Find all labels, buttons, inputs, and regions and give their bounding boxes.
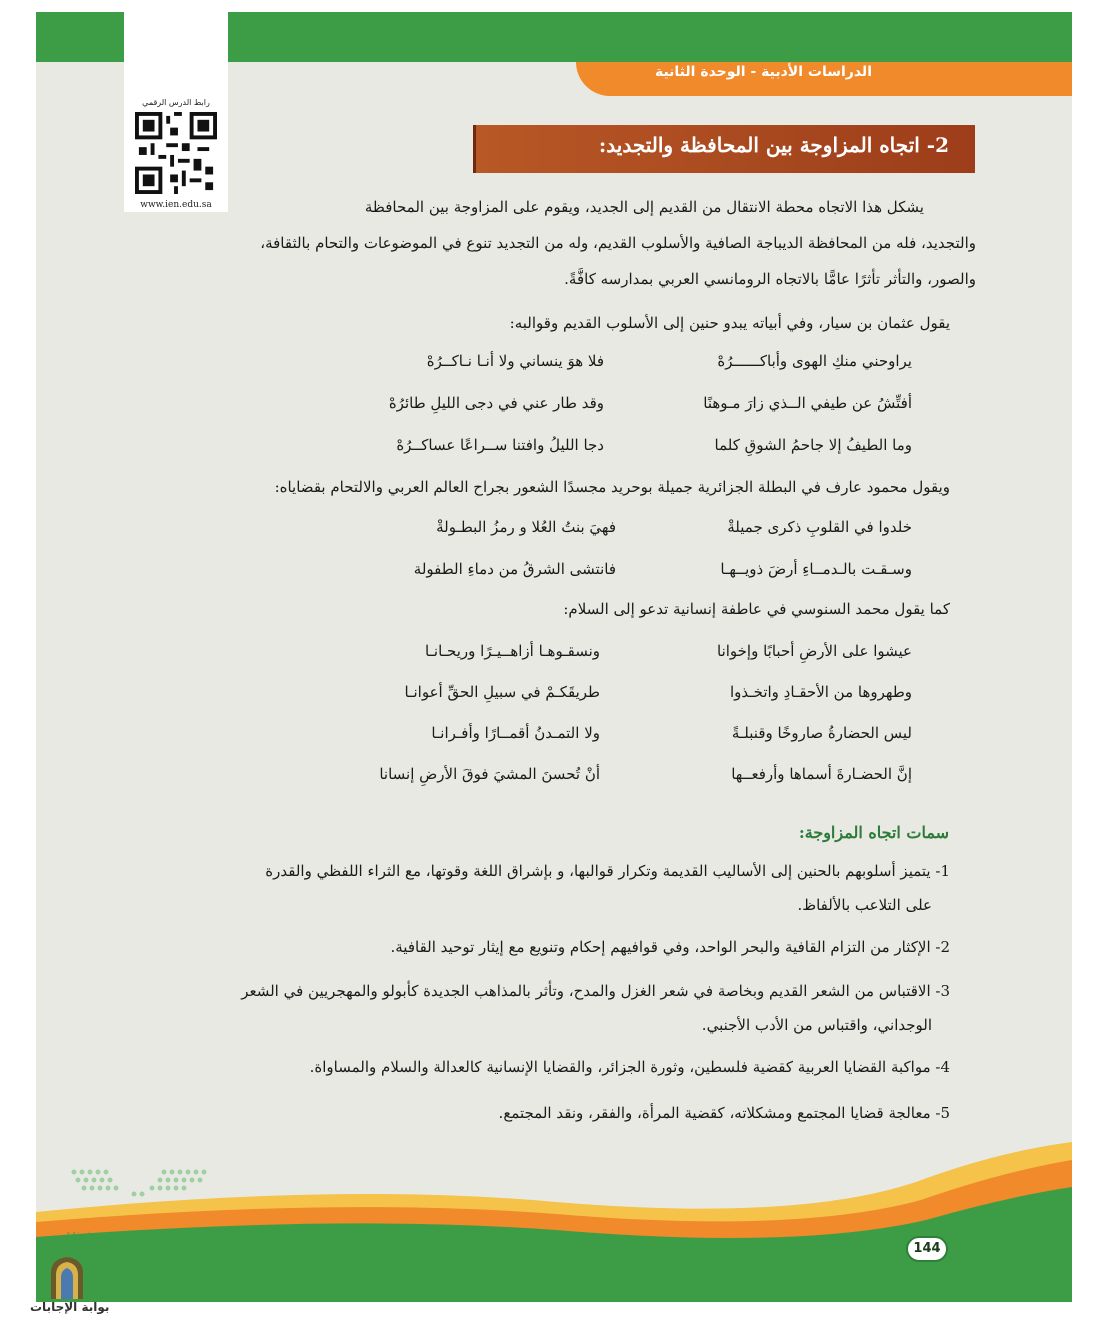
poem1-verse2-left: وقد طار عني في دجى الليلِ طائرُهْ (388, 394, 604, 412)
feature-3-line-2: الوجداني، واقتباس من الأدب الأجنبي. (701, 1016, 932, 1034)
poem3-verse4-left: أنْ تُحسنَ المشيَ فوقَ الأرضِ إنسانا (379, 765, 600, 783)
textbook-page (36, 12, 1072, 1302)
feature-4: 4- مواكبة القضايا العربية كقضية فلسطين، وثورة الجزائر، والقضايا الإنسانية كالعدالة والسلام والمساواة. (309, 1058, 950, 1076)
poem3-verse1-left: ونسقـوهـا أزاهــيـرًا وريحـانـا (424, 642, 600, 660)
unit-title: الدراسات الأدبية - الوحدة الثانية (654, 64, 872, 80)
poem2-verse2-right: وسـقـت بالـدمــاءِ أرضَ ذويــهـا (720, 560, 912, 578)
feature-5: 5- معالجة قضايا المجتمع ومشكلاته، كقضية المرأة، والفقر، ونقد المجتمع. (498, 1104, 950, 1122)
section-title: 2- اتجاه المزاوجة بين المحافظة والتجديد: (473, 125, 975, 173)
poem1-verse3-right: وما الطيفُ إلا جاحمُ الشوقِ كلما (714, 436, 912, 454)
poem3-verse1-right: عيشوا على الأرضِ أحبابًا وإخوانا (717, 642, 912, 660)
intro-line-3: والصور، والتأثر تأثرًا عامًّا بالاتجاه الرومانسي العربي بمدارسه كافَّةً. (564, 270, 976, 288)
poem2-verse1-right: خلدوا في القلوبِ ذكرى جميلةْ (727, 518, 912, 536)
ministry-name-en: Ministry of Education (66, 1230, 193, 1244)
poem1-intro: يقول عثمان بن سيار، وفي أبياته يبدو حنين إلى الأسلوب القديم وقوالبه: (509, 314, 950, 332)
poem1-verse1-left: فلا هوَ ينساني ولا أنـا نـاكــرُهْ (426, 352, 604, 370)
ministry-logo-icon (64, 1162, 234, 1222)
poem3-verse4-right: إنَّ الحضـارةَ أسماها وأرفعــها (731, 765, 912, 783)
poem3-verse2-left: طريقَكـمْ في سبيلِ الحقِّ أعوانـا (404, 683, 600, 701)
intro-line-1: يشكل هذا الاتجاه محطة الانتقال من القديم إلى الجديد، ويقوم على المزاوجة بين المحافظة (364, 198, 924, 216)
ministry-year: 2023 - 1445 (66, 1244, 140, 1258)
poem1-verse1-right: يراوحني منكِ الهوى وأباكــــــرُهْ (717, 352, 912, 370)
feature-1-line-2: على التلاعب بالألفاظ. (797, 896, 932, 914)
poem3-verse3-right: ليس الحضارةُ صاروخًا وقنبلـةً (731, 724, 912, 742)
intro-line-2: والتجديد، فله من المحافظة الديباجة الصافية والأسلوب القديم، وله من التجديد تنوع في الموضوعات والتحام بالثقافة، (260, 234, 976, 252)
poem2-verse1-left: فهيَ بنتُ العُلا و رمزُ البطـولةْ (436, 518, 616, 536)
answers-gateway-icon (47, 1255, 87, 1299)
qr-url[interactable]: www.ien.edu.sa (140, 200, 212, 210)
poem1-verse2-right: أفتِّشُ عن طيفي الــذي زارَ مـوهنًا (703, 394, 912, 412)
qr-caption: رابط الدرس الرقمي (142, 98, 210, 107)
feature-2: 2- الإكثار من التزام القافية والبحر الواحد، وفي قوافيهم إحكام وتنويع مع إيثار توحيد القافية. (390, 938, 950, 956)
features-heading: سمات اتجاه المزاوجة: (798, 823, 949, 842)
answers-gateway-label: بوابة الإجابات (30, 1300, 110, 1314)
ministry-label (66, 1230, 193, 1258)
page-number: 144 (906, 1236, 948, 1262)
poem3-verse3-left: ولا التمـدنُ أقمــارًا وأفـرانـا (431, 724, 600, 742)
content-area (36, 12, 1072, 1122)
poem2-intro: ويقول محمود عارف في البطلة الجزائرية جميلة بوحريد مجسدًا الشعور بجراح العالم العربي والالتحام بقضاياه: (274, 478, 950, 496)
poem3-intro: كما يقول محمد السنوسي في عاطفة إنسانية تدعو إلى السلام: (563, 600, 950, 618)
poem2-verse2-left: فانتشى الشرقُ من دماءِ الطفولة (413, 560, 616, 578)
feature-1-line-1: 1- يتميز أسلوبهم بالحنين إلى الأساليب القديمة وتكرار قوالبها، و بإشراق اللغة وقوتها، مع الثراء اللفظي والقدرة (265, 862, 950, 880)
feature-3-line-1: 3- الاقتباس من الشعر القديم وبخاصة في شعر الغزل والمدح، وتأثر بالمذاهب الجديدة كأبولو والمهجريين في الشعر (241, 982, 950, 1000)
poem1-verse3-left: دجا الليلُ وافتنا ســراعًا عساكــرُهْ (396, 436, 604, 454)
poem3-verse2-right: وطهروها من الأحقـادِ واتخـذوا (729, 683, 912, 701)
